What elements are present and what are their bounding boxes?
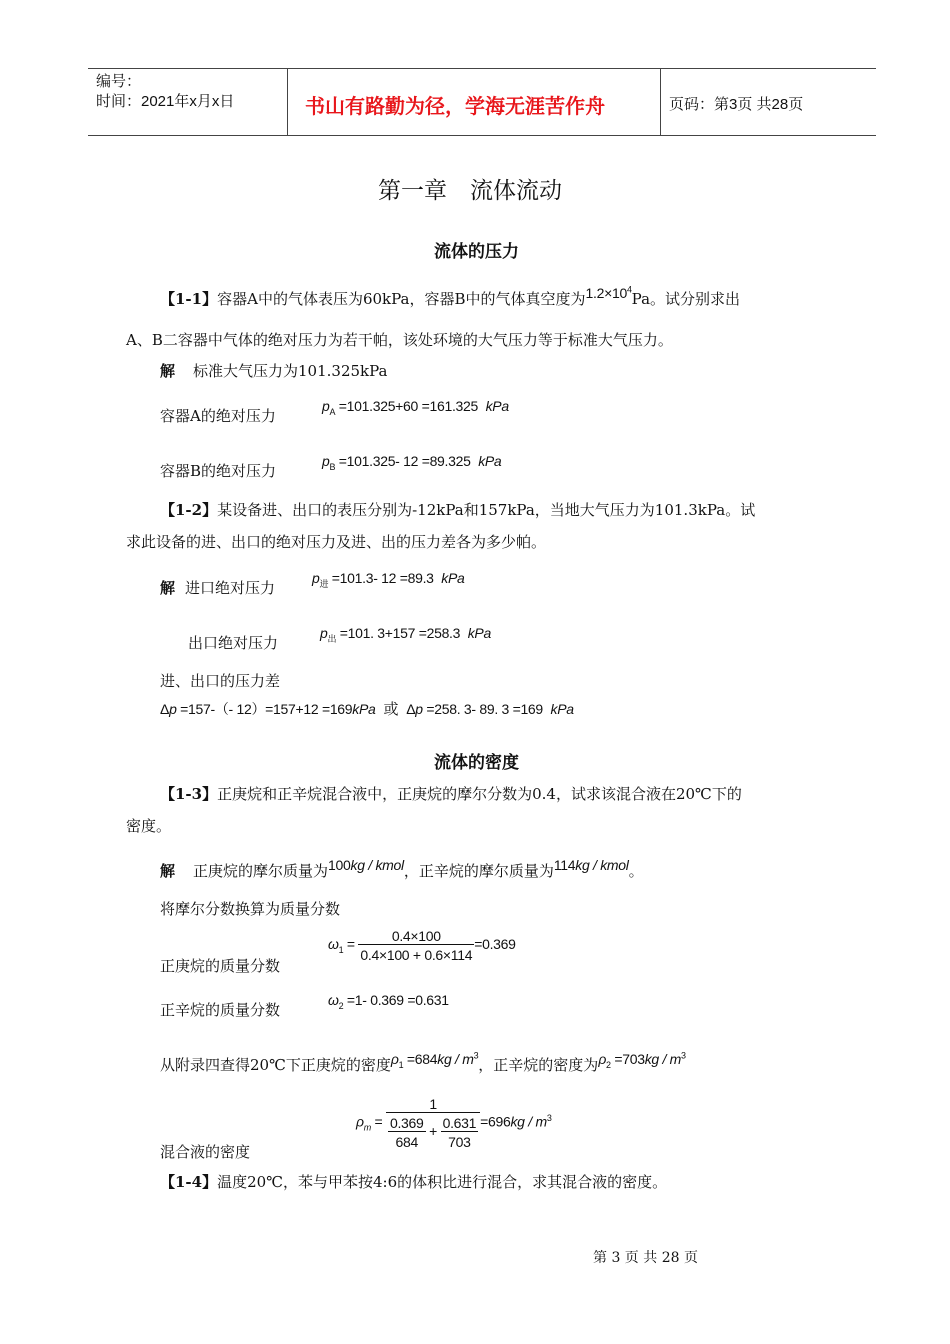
- solution-label: 解: [160, 362, 176, 380]
- problem-1-1-line2: A、B二容器中气体的绝对压力为若干帕，该处环境的大气压力等于标准大气压力。: [126, 331, 673, 349]
- problem-tag: 【1-1】: [160, 290, 218, 308]
- problem-tag: 【1-3】: [160, 785, 218, 803]
- problem-1-2-line2: 求此设备的进、出口的绝对压力及进、出的压力差各为多少帕。: [126, 533, 547, 551]
- pressure-difference-label: 进、出口的压力差: [160, 672, 281, 690]
- equation-mixture-density: $\rho_m$ = 1 $\frac{0.369}{684}$ + $\frac{0.631}{703}$ $=696kg / m^3$: [356, 1096, 552, 1150]
- document-number-label: 编号：: [96, 73, 142, 90]
- header-divider: [287, 68, 288, 135]
- octane-mass-fraction-label: 正辛烷的质量分数: [160, 1001, 281, 1019]
- convert-text: 将摩尔分数换算为质量分数: [160, 900, 341, 918]
- octane-density: $\rho_2 =703kg / m^3$: [598, 1050, 686, 1070]
- octane-molar-mass: 114kg / kmol: [553, 857, 629, 873]
- equation-pa: $p_A =101.325+60 =161.325$ kPa: [322, 398, 509, 417]
- container-b-label: 容器B的绝对压力: [160, 462, 277, 480]
- chapter-title: 第一章 流体流动: [378, 177, 562, 203]
- equation-w1: $\omega_1$ = $\frac{0.4\times 100}{0.4\times 100 + 0.6\times 114}$ =0.369: [328, 928, 516, 963]
- header-divider: [660, 68, 661, 135]
- section-title-density: 流体的密度: [434, 753, 519, 772]
- heptane-mass-fraction-label: 正庚烷的质量分数: [160, 957, 281, 975]
- equation-pb: $p_B =101.325-$ 12 =89.325 kPa: [322, 453, 502, 472]
- equation-pressure-difference: Δp =157-（- 12）=157+12 =169kPa 或 Δp =258. 3- 89. 3 =169 kPa: [160, 700, 574, 718]
- header-motto: 书山有路勤为径，学海无涯苦作舟: [305, 96, 605, 118]
- problem-tag: 【1-2】: [160, 501, 218, 519]
- solution-line: 解 标准大气压力为101.325kPa: [160, 362, 388, 380]
- container-a-label: 容器A的绝对压力: [160, 407, 276, 425]
- heptane-molar-mass: 100kg / kmol: [328, 857, 404, 873]
- mixture-density-label: 混合液的密度: [160, 1143, 251, 1161]
- equation-outlet: $p_出 =101$. 3+157 =258.3 kPa: [320, 625, 491, 644]
- solution-label: 解: [160, 579, 176, 597]
- inlet-line: 解 进口绝对压力: [160, 579, 276, 597]
- problem-1-1-line1: 【1-1】容器A中的气体表压为60kPa，容器B中的气体真空度为$1.2\times 10^4Pa$。试分别求出: [160, 284, 741, 308]
- problem-1-2-line1: 【1-2】某设备进、出口的表压分别为-12kPa和157kPa，当地大气压力为101.3kPa。试: [160, 501, 756, 519]
- outlet-label: 出口绝对压力: [188, 634, 279, 652]
- problem-1-4-line1: 【1-4】温度20℃，苯与甲苯按4:6的体积比进行混合，求其混合液的密度。: [160, 1173, 668, 1191]
- density-lookup-line: 从附录四查得20℃下正庚烷的密度$\rho_1 =684kg / m^3$，正辛烷的密度为$\rho_2 =703kg / m^3$: [160, 1050, 686, 1074]
- problem-1-3-line2: 密度。: [126, 817, 172, 835]
- header-page-info: 页码：第3页 共28页: [669, 96, 804, 113]
- molar-mass-line: 解 正庚烷的摩尔质量为100kg / kmol，正辛烷的摩尔质量为114kg / kmol。: [160, 857, 644, 880]
- equation-inlet: $p_进 =101.3-$ 12 =89.3 kPa: [312, 570, 465, 589]
- problem-tag: 【1-4】: [160, 1173, 218, 1191]
- section-title-pressure: 流体的压力: [434, 242, 519, 261]
- heptane-density: $\rho_1 =684kg / m^3$: [390, 1050, 479, 1070]
- vacuum-value: $1.2\times 10^4$: [585, 284, 632, 301]
- equation-w2: $\omega_2 =1-$ 0.369 =0.631: [328, 992, 449, 1011]
- problem-1-3-line1: 【1-3】正庚烷和正辛烷混合液中，正庚烷的摩尔分数为0.4，试求该混合液在20℃下的: [160, 785, 742, 803]
- solution-label: 解: [160, 862, 176, 880]
- document-time-label: 时间：2021年x月x日: [96, 93, 235, 110]
- page-footer: 第 3 页 共 28 页: [593, 1250, 698, 1266]
